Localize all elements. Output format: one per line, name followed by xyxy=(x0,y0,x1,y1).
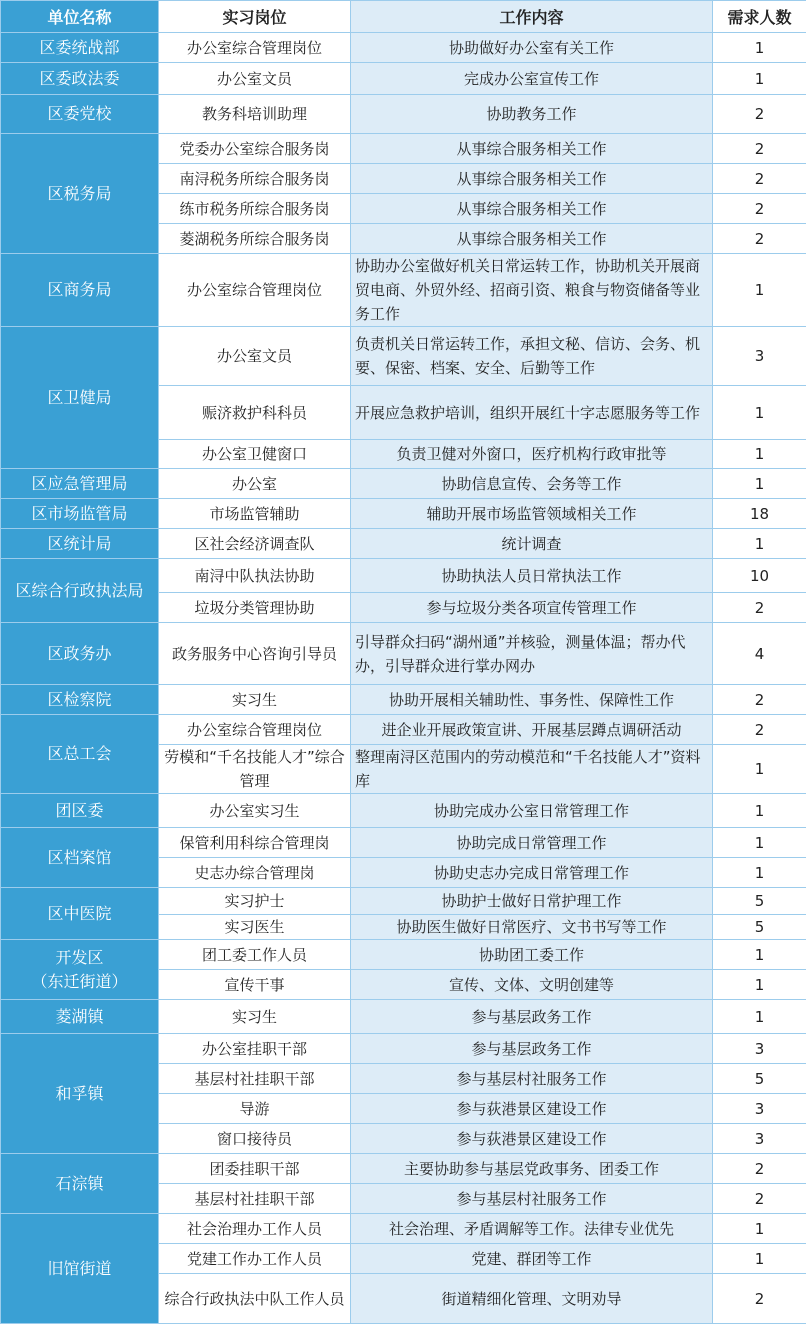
work-content-cell: 负责机关日常运转工作，承担文秘、信访、会务、机要、保密、档案、安全、后勤等工作 xyxy=(351,327,713,386)
unit-name-cell: 区委政法委 xyxy=(1,63,159,95)
headcount-cell: 1 xyxy=(713,469,806,499)
position-cell: 政务服务中心咨询引导员 xyxy=(159,623,351,685)
work-content-cell: 党建、群团等工作 xyxy=(351,1244,713,1274)
work-content-cell: 负责卫健对外窗口，医疗机构行政审批等 xyxy=(351,440,713,469)
table-row xyxy=(1,529,806,559)
work-content-cell: 统计调查 xyxy=(351,529,713,559)
position-cell: 赈济救护科科员 xyxy=(159,386,351,440)
headcount-cell: 1 xyxy=(713,63,806,95)
headcount-cell: 1 xyxy=(713,858,806,888)
headcount-cell: 1 xyxy=(713,745,806,794)
position-cell: 办公室 xyxy=(159,469,351,499)
headcount-cell: 3 xyxy=(713,1124,806,1154)
work-content-cell: 参与基层政务工作 xyxy=(351,1000,713,1034)
position-cell: 办公室文员 xyxy=(159,63,351,95)
work-content-cell: 从事综合服务相关工作 xyxy=(351,164,713,194)
unit-name-cell: 菱湖镇 xyxy=(1,1000,159,1034)
unit-name-cell: 区税务局 xyxy=(1,134,159,254)
headcount-cell: 2 xyxy=(713,1154,806,1184)
headcount-cell: 1 xyxy=(713,970,806,1000)
position-cell: 办公室综合管理岗位 xyxy=(159,715,351,745)
unit-name-cell: 区检察院 xyxy=(1,685,159,715)
headcount-cell: 2 xyxy=(713,1274,806,1324)
work-content-cell: 协助医生做好日常医疗、文书书写等工作 xyxy=(351,915,713,940)
work-content-cell: 从事综合服务相关工作 xyxy=(351,134,713,164)
position-cell: 基层村社挂职干部 xyxy=(159,1184,351,1214)
position-cell: 实习医生 xyxy=(159,915,351,940)
table-row xyxy=(1,254,806,327)
work-content-cell: 社会治理、矛盾调解等工作。法律专业优先 xyxy=(351,1214,713,1244)
headcount-cell: 2 xyxy=(713,685,806,715)
work-content-cell: 协助开展相关辅助性、事务性、保障性工作 xyxy=(351,685,713,715)
work-content-cell: 协助办公室做好机关日常运转工作，协助机关开展商贸电商、外贸外经、招商引资、粮食与物资储备等业务工作 xyxy=(351,254,713,327)
headcount-cell: 2 xyxy=(713,194,806,224)
work-content-cell: 完成办公室宣传工作 xyxy=(351,63,713,95)
unit-name-cell: 区统计局 xyxy=(1,529,159,559)
position-cell: 团工委工作人员 xyxy=(159,940,351,970)
headcount-cell: 2 xyxy=(713,224,806,254)
position-cell: 窗口接待员 xyxy=(159,1124,351,1154)
headcount-cell: 1 xyxy=(713,794,806,828)
unit-name-cell: 区总工会 xyxy=(1,715,159,794)
headcount-cell: 2 xyxy=(713,95,806,134)
unit-name-cell: 和孚镇 xyxy=(1,1034,159,1154)
table-row xyxy=(1,623,806,685)
position-cell: 实习护士 xyxy=(159,888,351,915)
position-cell: 社会治理办工作人员 xyxy=(159,1214,351,1244)
position-cell: 团委挂职干部 xyxy=(159,1154,351,1184)
position-cell: 区社会经济调查队 xyxy=(159,529,351,559)
table-row xyxy=(1,828,806,858)
table-row xyxy=(1,134,806,164)
position-cell: 宣传干事 xyxy=(159,970,351,1000)
unit-name-cell: 区档案馆 xyxy=(1,828,159,888)
headcount-cell: 1 xyxy=(713,386,806,440)
headcount-cell: 3 xyxy=(713,1094,806,1124)
work-content-cell: 协助史志办完成日常管理工作 xyxy=(351,858,713,888)
headcount-cell: 2 xyxy=(713,715,806,745)
work-content-cell: 引导群众扫码“湖州通”并核验，测量体温；帮办代办，引导群众进行掌办网办 xyxy=(351,623,713,685)
work-content-cell: 参与基层村社服务工作 xyxy=(351,1184,713,1214)
position-cell: 南浔中队执法协助 xyxy=(159,559,351,593)
headcount-cell: 1 xyxy=(713,254,806,327)
table-row xyxy=(1,888,806,915)
headcount-cell: 18 xyxy=(713,499,806,529)
headcount-cell: 5 xyxy=(713,915,806,940)
work-content-cell: 街道精细化管理、文明劝导 xyxy=(351,1274,713,1324)
unit-name-cell: 石淙镇 xyxy=(1,1154,159,1214)
table-row xyxy=(1,469,806,499)
work-content-cell: 整理南浔区范围内的劳动模范和“千名技能人才”资料库 xyxy=(351,745,713,794)
position-cell: 实习生 xyxy=(159,685,351,715)
table-row xyxy=(1,327,806,386)
position-cell: 办公室卫健窗口 xyxy=(159,440,351,469)
position-cell: 史志办综合管理岗 xyxy=(159,858,351,888)
position-cell: 办公室综合管理岗位 xyxy=(159,33,351,63)
work-content-cell: 开展应急救护培训，组织开展红十字志愿服务等工作 xyxy=(351,386,713,440)
headcount-cell: 2 xyxy=(713,1184,806,1214)
position-cell: 党建工作办工作人员 xyxy=(159,1244,351,1274)
header-content: 工作内容 xyxy=(351,1,713,33)
position-cell: 市场监管辅助 xyxy=(159,499,351,529)
position-cell: 保管利用科综合管理岗 xyxy=(159,828,351,858)
unit-name-cell: 开发区 （东迁街道） xyxy=(1,940,159,1000)
position-cell: 南浔税务所综合服务岗 xyxy=(159,164,351,194)
work-content-cell: 协助教务工作 xyxy=(351,95,713,134)
table-row xyxy=(1,63,806,95)
position-cell: 基层村社挂职干部 xyxy=(159,1064,351,1094)
work-content-cell: 参与基层村社服务工作 xyxy=(351,1064,713,1094)
table-row xyxy=(1,559,806,593)
headcount-cell: 2 xyxy=(713,134,806,164)
position-cell: 教务科培训助理 xyxy=(159,95,351,134)
position-cell: 办公室实习生 xyxy=(159,794,351,828)
unit-name-cell: 区卫健局 xyxy=(1,327,159,469)
headcount-cell: 5 xyxy=(713,888,806,915)
headcount-cell: 2 xyxy=(713,164,806,194)
headcount-cell: 2 xyxy=(713,593,806,623)
position-cell: 办公室综合管理岗位 xyxy=(159,254,351,327)
table-row xyxy=(1,33,806,63)
headcount-cell: 5 xyxy=(713,1064,806,1094)
unit-name-cell: 区商务局 xyxy=(1,254,159,327)
work-content-cell: 参与垃圾分类各项宣传管理工作 xyxy=(351,593,713,623)
unit-name-cell: 区中医院 xyxy=(1,888,159,940)
header-position: 实习岗位 xyxy=(159,1,351,33)
table-row xyxy=(1,1154,806,1184)
unit-name-cell: 区市场监管局 xyxy=(1,499,159,529)
headcount-cell: 3 xyxy=(713,327,806,386)
work-content-cell: 协助信息宣传、会务等工作 xyxy=(351,469,713,499)
headcount-cell: 1 xyxy=(713,1244,806,1274)
headcount-cell: 1 xyxy=(713,33,806,63)
unit-name-cell: 区政务办 xyxy=(1,623,159,685)
work-content-cell: 协助护士做好日常护理工作 xyxy=(351,888,713,915)
position-cell: 垃圾分类管理协助 xyxy=(159,593,351,623)
header-count: 需求人数 xyxy=(713,1,806,33)
unit-name-cell: 旧馆街道 xyxy=(1,1214,159,1324)
table-row xyxy=(1,794,806,828)
position-cell: 劳模和“千名技能人才”综合管理 xyxy=(159,745,351,794)
work-content-cell: 协助完成办公室日常管理工作 xyxy=(351,794,713,828)
headcount-cell: 10 xyxy=(713,559,806,593)
header-row xyxy=(1,1,806,33)
position-cell: 办公室文员 xyxy=(159,327,351,386)
work-content-cell: 辅助开展市场监管领域相关工作 xyxy=(351,499,713,529)
position-cell: 练市税务所综合服务岗 xyxy=(159,194,351,224)
headcount-cell: 3 xyxy=(713,1034,806,1064)
unit-name-cell: 区委党校 xyxy=(1,95,159,134)
unit-name-cell: 区应急管理局 xyxy=(1,469,159,499)
work-content-cell: 宣传、文体、文明创建等 xyxy=(351,970,713,1000)
table-row xyxy=(1,95,806,134)
headcount-cell: 1 xyxy=(713,440,806,469)
table-body xyxy=(1,33,806,1324)
work-content-cell: 协助完成日常管理工作 xyxy=(351,828,713,858)
position-cell: 办公室挂职干部 xyxy=(159,1034,351,1064)
position-cell: 导游 xyxy=(159,1094,351,1124)
headcount-cell: 1 xyxy=(713,529,806,559)
table-row xyxy=(1,940,806,970)
headcount-cell: 4 xyxy=(713,623,806,685)
table-row xyxy=(1,1034,806,1064)
table-row xyxy=(1,1000,806,1034)
work-content-cell: 协助做好办公室有关工作 xyxy=(351,33,713,63)
work-content-cell: 协助团工委工作 xyxy=(351,940,713,970)
work-content-cell: 参与荻港景区建设工作 xyxy=(351,1124,713,1154)
work-content-cell: 主要协助参与基层党政事务、团委工作 xyxy=(351,1154,713,1184)
table-row xyxy=(1,715,806,745)
headcount-cell: 1 xyxy=(713,1214,806,1244)
work-content-cell: 从事综合服务相关工作 xyxy=(351,224,713,254)
work-content-cell: 协助执法人员日常执法工作 xyxy=(351,559,713,593)
position-cell: 菱湖税务所综合服务岗 xyxy=(159,224,351,254)
work-content-cell: 参与荻港景区建设工作 xyxy=(351,1094,713,1124)
unit-name-cell: 区综合行政执法局 xyxy=(1,559,159,623)
position-cell: 实习生 xyxy=(159,1000,351,1034)
header-unit: 单位名称 xyxy=(1,1,159,33)
table-row xyxy=(1,499,806,529)
headcount-cell: 1 xyxy=(713,828,806,858)
table-row xyxy=(1,685,806,715)
work-content-cell: 从事综合服务相关工作 xyxy=(351,194,713,224)
unit-name-cell: 团区委 xyxy=(1,794,159,828)
headcount-cell: 1 xyxy=(713,940,806,970)
table-row xyxy=(1,1214,806,1244)
work-content-cell: 参与基层政务工作 xyxy=(351,1034,713,1064)
position-cell: 党委办公室综合服务岗 xyxy=(159,134,351,164)
headcount-cell: 1 xyxy=(713,1000,806,1034)
position-cell: 综合行政执法中队工作人员 xyxy=(159,1274,351,1324)
work-content-cell: 进企业开展政策宣讲、开展基层蹲点调研活动 xyxy=(351,715,713,745)
unit-name-cell: 区委统战部 xyxy=(1,33,159,63)
